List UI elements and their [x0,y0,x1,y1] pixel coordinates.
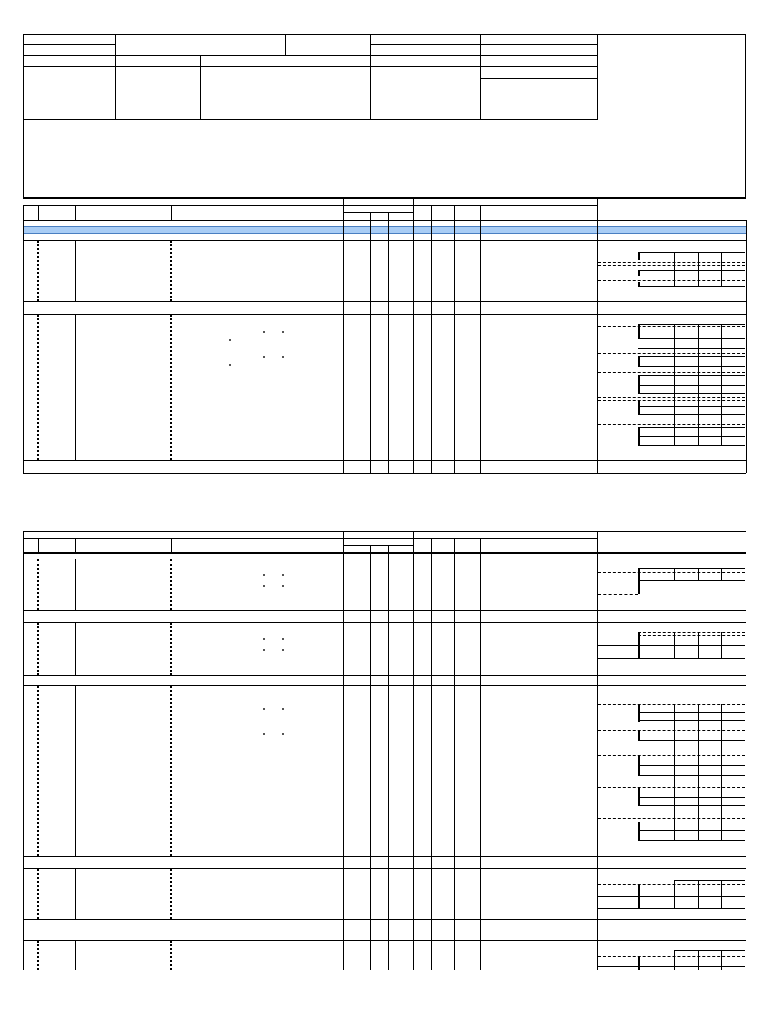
mini-grid-line [721,704,722,840]
mini-grid-line [638,755,640,776]
table2-col-line [370,545,371,970]
mini-grid-line [638,375,640,394]
mini-grid-line [638,324,745,325]
mini-grid-line [698,950,699,970]
table1-col-line [431,205,432,473]
table1-row-line [23,240,746,241]
table1-col-line [388,212,389,473]
mini-grid-line [638,884,640,908]
table1-col-line [480,205,481,473]
mini-grid-line [638,775,745,776]
table1-col-line [413,198,414,473]
table2-col-line [171,538,172,553]
table1-col-line [23,205,24,473]
table2-row-line [23,868,746,869]
mini-grid-line [674,568,675,580]
mini-grid-line [598,594,638,595]
mini-grid-line [638,632,745,633]
table1-row-line [23,301,746,302]
table2-row-marker [37,623,39,675]
mini-grid-line [638,805,745,806]
mini-grid-line [598,818,745,819]
table1-row-marker [170,315,172,460]
header-row-line [370,44,597,45]
mini-grid-line [598,787,745,788]
dot-marker [263,331,265,333]
mini-grid-line [638,635,745,636]
mini-grid-line [598,280,745,281]
dot-marker [263,733,265,735]
table1-col-line [343,198,344,473]
dot-marker [282,574,284,576]
header-row-line [23,119,598,120]
table2-row-marker [75,686,76,856]
dot-marker [282,356,284,358]
mini-grid-line [598,730,745,731]
mini-grid-line [598,262,745,263]
mini-grid-line [674,880,675,908]
mini-grid-line [638,375,745,376]
mini-grid-line [638,385,745,386]
table2-col-line [480,538,481,970]
dot-marker [282,331,284,333]
table1-row-marker [75,315,76,460]
table1-row-marker [170,241,172,301]
mini-grid-line [698,880,699,908]
table2-col-line [343,531,344,970]
table2-col-line [454,538,455,970]
dot-marker [263,356,265,358]
table2-row-line [23,856,746,857]
dot-marker [229,339,231,341]
mini-grid-line [638,252,640,260]
dot-marker [282,708,284,710]
mini-grid-line [721,568,722,580]
mini-grid-line [598,908,745,909]
dot-marker [263,585,265,587]
header-col-line [200,55,201,119]
mini-grid-line [698,252,699,287]
header-row-line [480,78,597,79]
mini-grid-line [638,406,745,407]
header-col-line [480,34,481,119]
table2-row-marker [75,623,76,675]
table2-col-line [75,538,76,553]
mini-grid-line [638,338,745,339]
dot-marker [263,638,265,640]
header-col-line [370,34,371,119]
mini-grid-line [638,787,640,806]
mini-grid-line [638,712,745,713]
table1-header-top [23,205,598,206]
mini-grid-line [638,740,745,741]
header-right-divider [597,34,598,119]
header-block [23,34,746,199]
mini-grid-line [638,356,640,367]
table1-col-line [75,205,76,221]
table1-row-line [23,460,746,461]
table2-row-marker [37,869,39,919]
mini-grid-line [674,632,675,658]
table1-col-line [38,205,39,221]
header-col-line [115,34,116,119]
mini-grid-line [598,704,745,705]
table2-col-line [38,538,39,553]
mini-grid-line [674,950,745,951]
mini-grid-line [674,880,745,881]
mini-grid-line [674,324,675,445]
mini-grid-line [638,270,745,271]
mini-grid-line [698,568,699,580]
mini-grid-line [638,356,745,357]
table2-col-line [413,531,414,970]
mini-grid-line [598,956,745,957]
table1-highlight-row [23,226,746,234]
table2-header-sub [343,545,413,546]
mini-grid-line [598,326,745,327]
dot-marker [282,649,284,651]
table1-header-bottom [23,220,746,221]
mini-grid-line [598,966,745,967]
mini-grid-line [638,400,640,415]
mini-grid-line [638,720,745,721]
table2-row-line [23,940,746,941]
table2-header-line [23,538,598,539]
mini-grid-line [638,822,640,841]
mini-grid-line [721,880,722,908]
mini-grid-line [674,950,675,970]
dot-marker [263,574,265,576]
table2-row-marker [170,686,172,856]
mini-grid-line [598,645,745,646]
mini-grid-line [638,414,745,415]
mini-grid-line [638,830,745,831]
table2-row-marker [75,869,76,919]
table1-bottom [23,473,746,474]
mini-grid-line [721,252,722,287]
mini-grid-line [638,956,640,970]
mini-grid-line [598,372,745,373]
mini-grid-line [638,568,745,569]
table2-row-line [23,919,746,920]
table2-row-line [23,685,746,686]
header-bottom-rule [23,197,746,199]
mini-grid-line [638,840,745,841]
table2-col-line [23,531,24,970]
table2-col-line [388,545,389,970]
table2-row-line [23,610,746,611]
table1-col-line [746,220,747,473]
table2-header-top [23,531,746,532]
mini-grid-line [638,436,745,437]
mini-grid-line [638,270,640,276]
header-row-line [23,44,115,45]
table2-row-marker [170,941,172,970]
dot-marker [263,708,265,710]
mini-grid-line [598,884,745,885]
mini-grid-line [598,397,745,398]
mini-grid-line [698,704,699,840]
header-row-line [23,66,598,67]
mini-grid-line [638,580,745,581]
mini-grid-line [698,632,699,658]
mini-grid-line [638,282,640,287]
table1-col-line [597,198,598,473]
mini-grid-line [638,704,640,722]
mini-grid-line [598,572,745,573]
table2-header-bottom [23,552,746,554]
table1-row-marker [75,241,76,301]
table1-row-marker [37,241,39,301]
header-row-line [23,55,598,56]
mini-grid-line [638,797,745,798]
table2-row-line [23,622,746,623]
mini-grid-line [598,896,745,897]
mini-grid-line [598,400,745,401]
table1-row-line [23,314,746,315]
mini-grid-line [638,427,640,446]
table2-row-marker [37,686,39,856]
mini-grid-line [638,286,745,287]
table1-col-line [171,205,172,221]
table2-row-marker [170,623,172,675]
table2-row-line [23,675,746,676]
mini-grid-line [598,265,745,266]
dot-marker [282,733,284,735]
dot-marker [282,585,284,587]
table1-col-line [370,212,371,473]
mini-grid-line [638,366,745,367]
table2-row-marker [37,941,39,970]
table2-row-marker [37,559,39,610]
mini-grid-line [638,393,745,394]
table2-col-line [597,531,598,970]
mini-grid-line [674,704,675,840]
table2-row-marker [75,941,76,970]
mini-grid-line [638,252,745,253]
mini-grid-line [638,324,640,339]
mini-grid-line [638,348,745,349]
dot-marker [282,638,284,640]
table2-row-marker [170,869,172,919]
mini-grid-line [674,252,675,287]
mini-grid-line [698,324,699,445]
table2-row-marker [170,559,172,610]
dot-marker [263,649,265,651]
mini-grid-line [638,568,640,594]
mini-grid-line [638,427,745,428]
table2-col-line [431,538,432,970]
table1-header-sub [343,212,413,213]
mini-grid-line [721,324,722,445]
mini-grid-line [638,765,745,766]
table2-row-marker [75,559,76,610]
mini-grid-line [598,658,745,659]
mini-grid-line [638,730,640,741]
mini-grid-line [638,445,745,446]
mini-grid-line [598,353,745,354]
mini-grid-line [598,755,745,756]
header-col-line [285,34,286,55]
dot-marker [229,364,231,366]
table1-row-marker [37,315,39,460]
mini-grid-line [638,632,640,658]
mini-grid-line [598,424,745,425]
mini-grid-line [721,950,722,970]
mini-grid-line [721,632,722,658]
table1-col-line [454,205,455,473]
